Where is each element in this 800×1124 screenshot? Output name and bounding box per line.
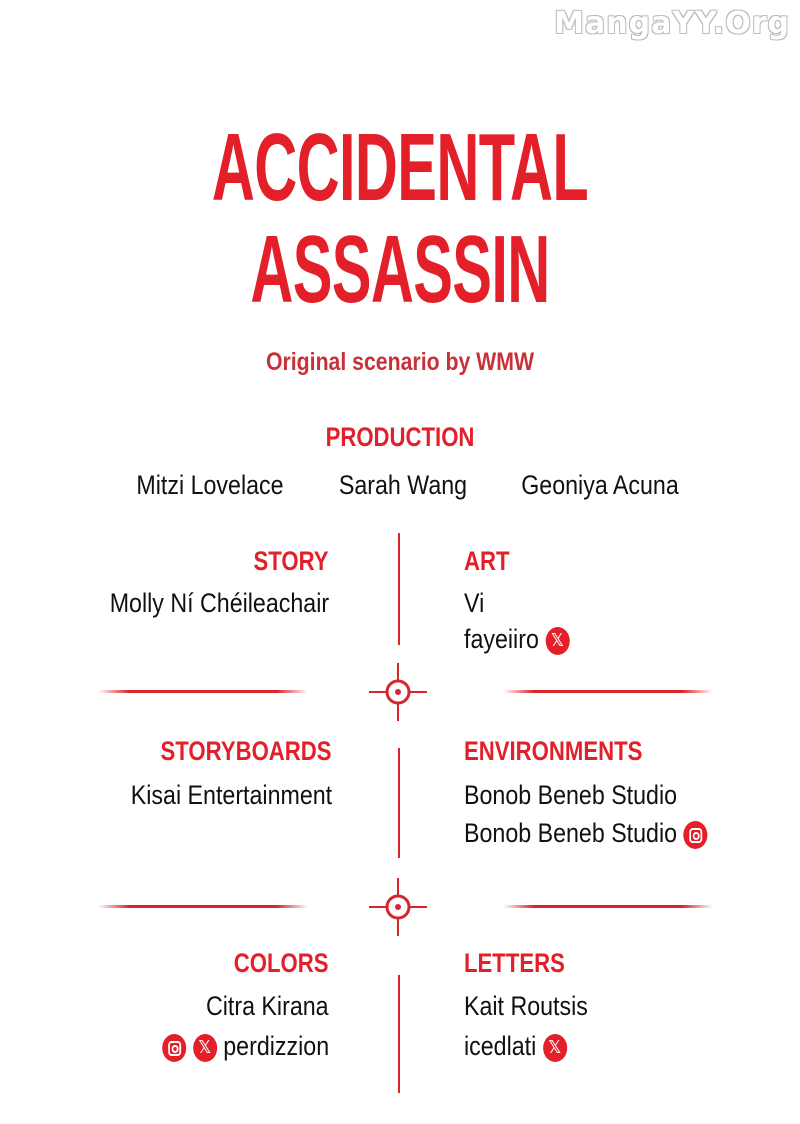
production-heading: PRODUCTION	[325, 422, 475, 452]
production-name-3: Geoniya Acuna	[521, 470, 679, 500]
x-icon[interactable]: 𝕏	[193, 1034, 217, 1062]
letters-heading: LETTERS	[464, 948, 565, 978]
instagram-icon[interactable]	[684, 821, 708, 849]
divider-vertical-2	[398, 748, 400, 858]
divider-vertical-3	[398, 975, 400, 1093]
environments-handle: Bonob Beneb Studio	[464, 818, 678, 848]
colors-handle: perdizzion	[223, 1031, 329, 1061]
environments-name: Bonob Beneb Studio	[464, 780, 678, 810]
art-handle: fayeiiro	[464, 624, 539, 654]
watermark: MangaYY.Org	[554, 6, 790, 41]
colors-heading: COLORS	[234, 948, 329, 978]
divider-horizontal-right-2	[503, 905, 713, 908]
crosshair-icon	[369, 663, 427, 721]
colors-name: Citra Kirana	[206, 991, 329, 1021]
colors-handle-row	[162, 1033, 329, 1062]
art-heading: ART	[464, 546, 510, 576]
divider-horizontal-right-1	[503, 690, 713, 693]
letters-name: Kait Routsis	[464, 991, 588, 1021]
x-icon[interactable]: 𝕏	[545, 627, 569, 655]
production-name-2: Sarah Wang	[338, 470, 468, 500]
environments-heading: ENVIRONMENTS	[464, 736, 643, 766]
story-name: Molly Ní Chéileachair	[109, 588, 329, 618]
story-heading: STORY	[253, 546, 329, 576]
subtitle: Original scenario by WMW	[265, 348, 535, 376]
divider-horizontal-left-2	[98, 905, 308, 908]
title-line-2: ASSASSIN	[250, 216, 550, 323]
environments-handle-row	[464, 820, 708, 849]
letters-handle: icedlati	[464, 1031, 537, 1061]
letters-handle-row	[464, 1033, 567, 1062]
art-name: Vi	[464, 588, 485, 618]
crosshair-icon	[369, 878, 427, 936]
divider-horizontal-left-1	[98, 690, 308, 693]
production-name-1: Mitzi Lovelace	[136, 470, 284, 500]
title-line-1: ACCIDENTAL	[211, 114, 589, 221]
storyboards-heading: STORYBOARDS	[161, 736, 332, 766]
art-handle-row	[464, 626, 569, 655]
divider-vertical-1	[398, 533, 400, 645]
storyboards-name: Kisai Entertainment	[130, 780, 332, 810]
x-icon[interactable]: 𝕏	[543, 1034, 567, 1062]
instagram-icon[interactable]	[162, 1034, 186, 1062]
